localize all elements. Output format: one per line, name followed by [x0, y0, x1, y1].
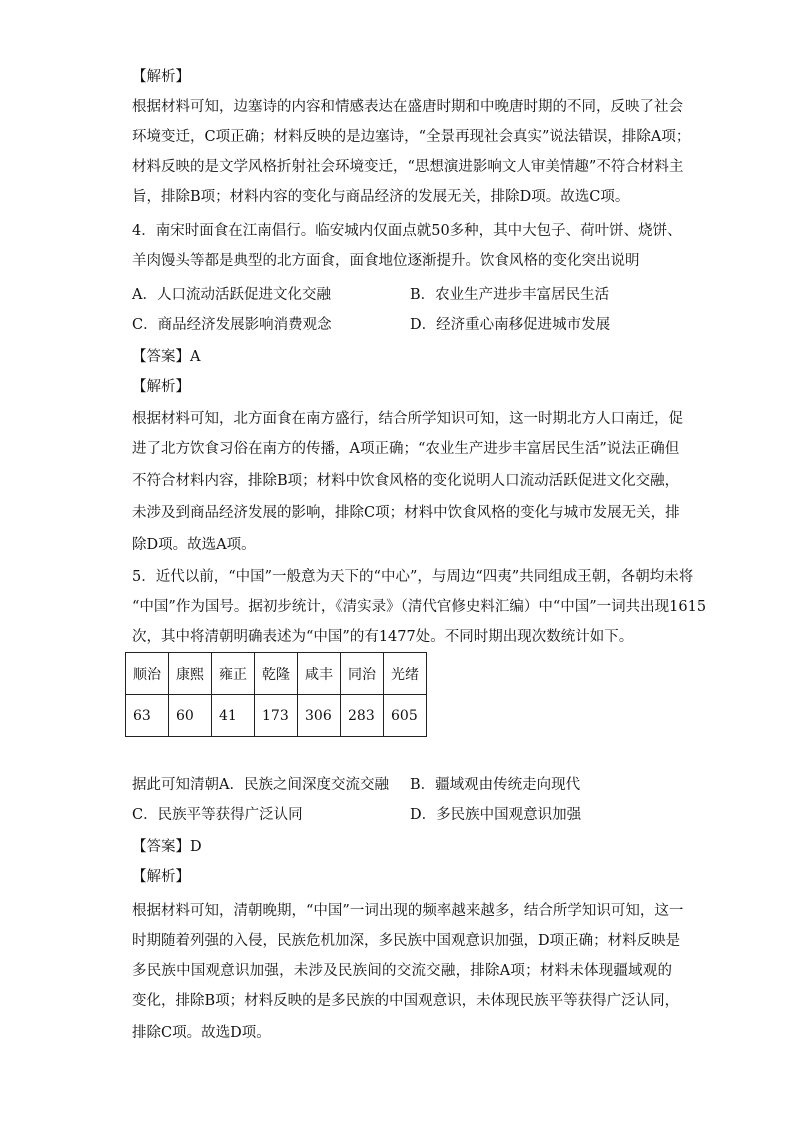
analysis-line: 进了北方饮食习俗在南方的传播，A项正确；“农业生产进步丰富居民生活”说法正确但 — [132, 441, 680, 457]
analysis-line: 环境变迁，C项正确；材料反映的是边塞诗，“全景再现社会真实”说法错误，排除A项； — [132, 129, 691, 145]
option-c: C．商品经济发展影响消费观念 — [132, 317, 332, 333]
table-cell: 41 — [212, 695, 255, 737]
option-d: D．多民族中国观意识加强 — [410, 807, 582, 823]
question-stem-line: 次，其中将清朝明确表述为“中国”的有1477处。不同时期出现次数统计如下。 — [132, 629, 634, 645]
question-stem-line: 羊肉馒头等都是典型的北方面食，面食地位逐渐提升。饮食风格的变化突出说明 — [132, 253, 640, 269]
table-header-row — [126, 653, 427, 695]
answer-label: 【答案】D — [132, 839, 202, 855]
table-header-cell: 顺治 — [126, 653, 169, 695]
question-stem-line: 4．南宋时面食在江南倡行。临安城内仅面点就50多种，其中大包子、荷叶饼、烧饼、 — [132, 223, 682, 239]
answer-label: 【答案】A — [132, 349, 201, 365]
table-cell: 306 — [298, 695, 341, 737]
analysis-line: 旨，排除B项；材料内容的变化与商品经济的发展无关，排除D项。故选C项。 — [132, 189, 630, 205]
option-c: C．民族平等获得广泛认同 — [132, 807, 303, 823]
option-a: A．人口流动活跃促进文化交融 — [132, 287, 331, 303]
analysis-line: 根据材料可知，清朝晚期，“中国”一词出现的频率越来越多，结合所学知识可知，这一 — [132, 903, 684, 919]
option-a: 据此可知清朝A．民族之间深度交流交融 — [132, 777, 389, 793]
option-d: D．经济重心南移促进城市发展 — [410, 317, 611, 333]
analysis-heading: 【解析】 — [132, 869, 190, 885]
table-cell: 173 — [255, 695, 298, 737]
option-b: B．疆域观由传统走向现代 — [410, 777, 581, 793]
analysis-line: 除D项。故选A项。 — [132, 537, 256, 553]
analysis-line: 变化，排除B项；材料反映的是多民族的中国观意识，未体现民族平等获得广泛认同， — [132, 993, 680, 1009]
table-cell: 605 — [384, 695, 427, 737]
question-stem-line: “中国”作为国号。据初步统计，《清实录》（清代官修史料汇编）中“中国”一词共出现1615 — [132, 599, 707, 615]
table-cell: 63 — [126, 695, 169, 737]
table-header-cell: 乾隆 — [255, 653, 298, 695]
table-header-cell: 光绪 — [384, 653, 427, 695]
statistics-table — [125, 652, 427, 737]
analysis-line: 根据材料可知，北方面食在南方盛行，结合所学知识可知，这一时期北方人口南迁，促 — [132, 411, 683, 427]
table-cell: 60 — [169, 695, 212, 737]
analysis-line: 多民族中国观意识加强，未涉及民族间的交流交融，排除A项；材料未体现疆域观的 — [132, 963, 672, 979]
option-b: B．农业生产进步丰富居民生活 — [410, 287, 610, 303]
analysis-line: 时期随着列强的入侵，民族危机加深，多民族中国观意识加强，D项正确；材料反映是 — [132, 933, 681, 949]
question-stem-line: 5．近代以前，“中国”一般意为天下的“中心”，与周边“四夷”共同组成王朝，各朝均未将 — [132, 569, 694, 585]
analysis-heading: 【解析】 — [132, 69, 190, 85]
table-header-cell: 同治 — [341, 653, 384, 695]
analysis-heading: 【解析】 — [132, 379, 190, 395]
table-header-cell: 雍正 — [212, 653, 255, 695]
table-header-cell: 康熙 — [169, 653, 212, 695]
analysis-line: 未涉及到商品经济发展的影响，排除C项；材料中饮食风格的变化与城市发展无关，排 — [132, 505, 680, 521]
analysis-line: 排除C项。故选D项。 — [132, 1025, 271, 1041]
table-cell: 283 — [341, 695, 384, 737]
table-header-cell: 咸丰 — [298, 653, 341, 695]
analysis-line: 根据材料可知，边塞诗的内容和情感表达在盛唐时期和中晚唐时期的不同，反映了社会 — [132, 99, 683, 115]
table-row — [126, 695, 427, 737]
analysis-line: 不符合材料内容，排除B项；材料中饮食风格的变化说明人口流动活跃促进文化交融， — [132, 473, 680, 489]
analysis-line: 材料反映的是文学风格折射社会环境变迁，“思想演进影响文人审美情趣”不符合材料主 — [132, 159, 684, 175]
